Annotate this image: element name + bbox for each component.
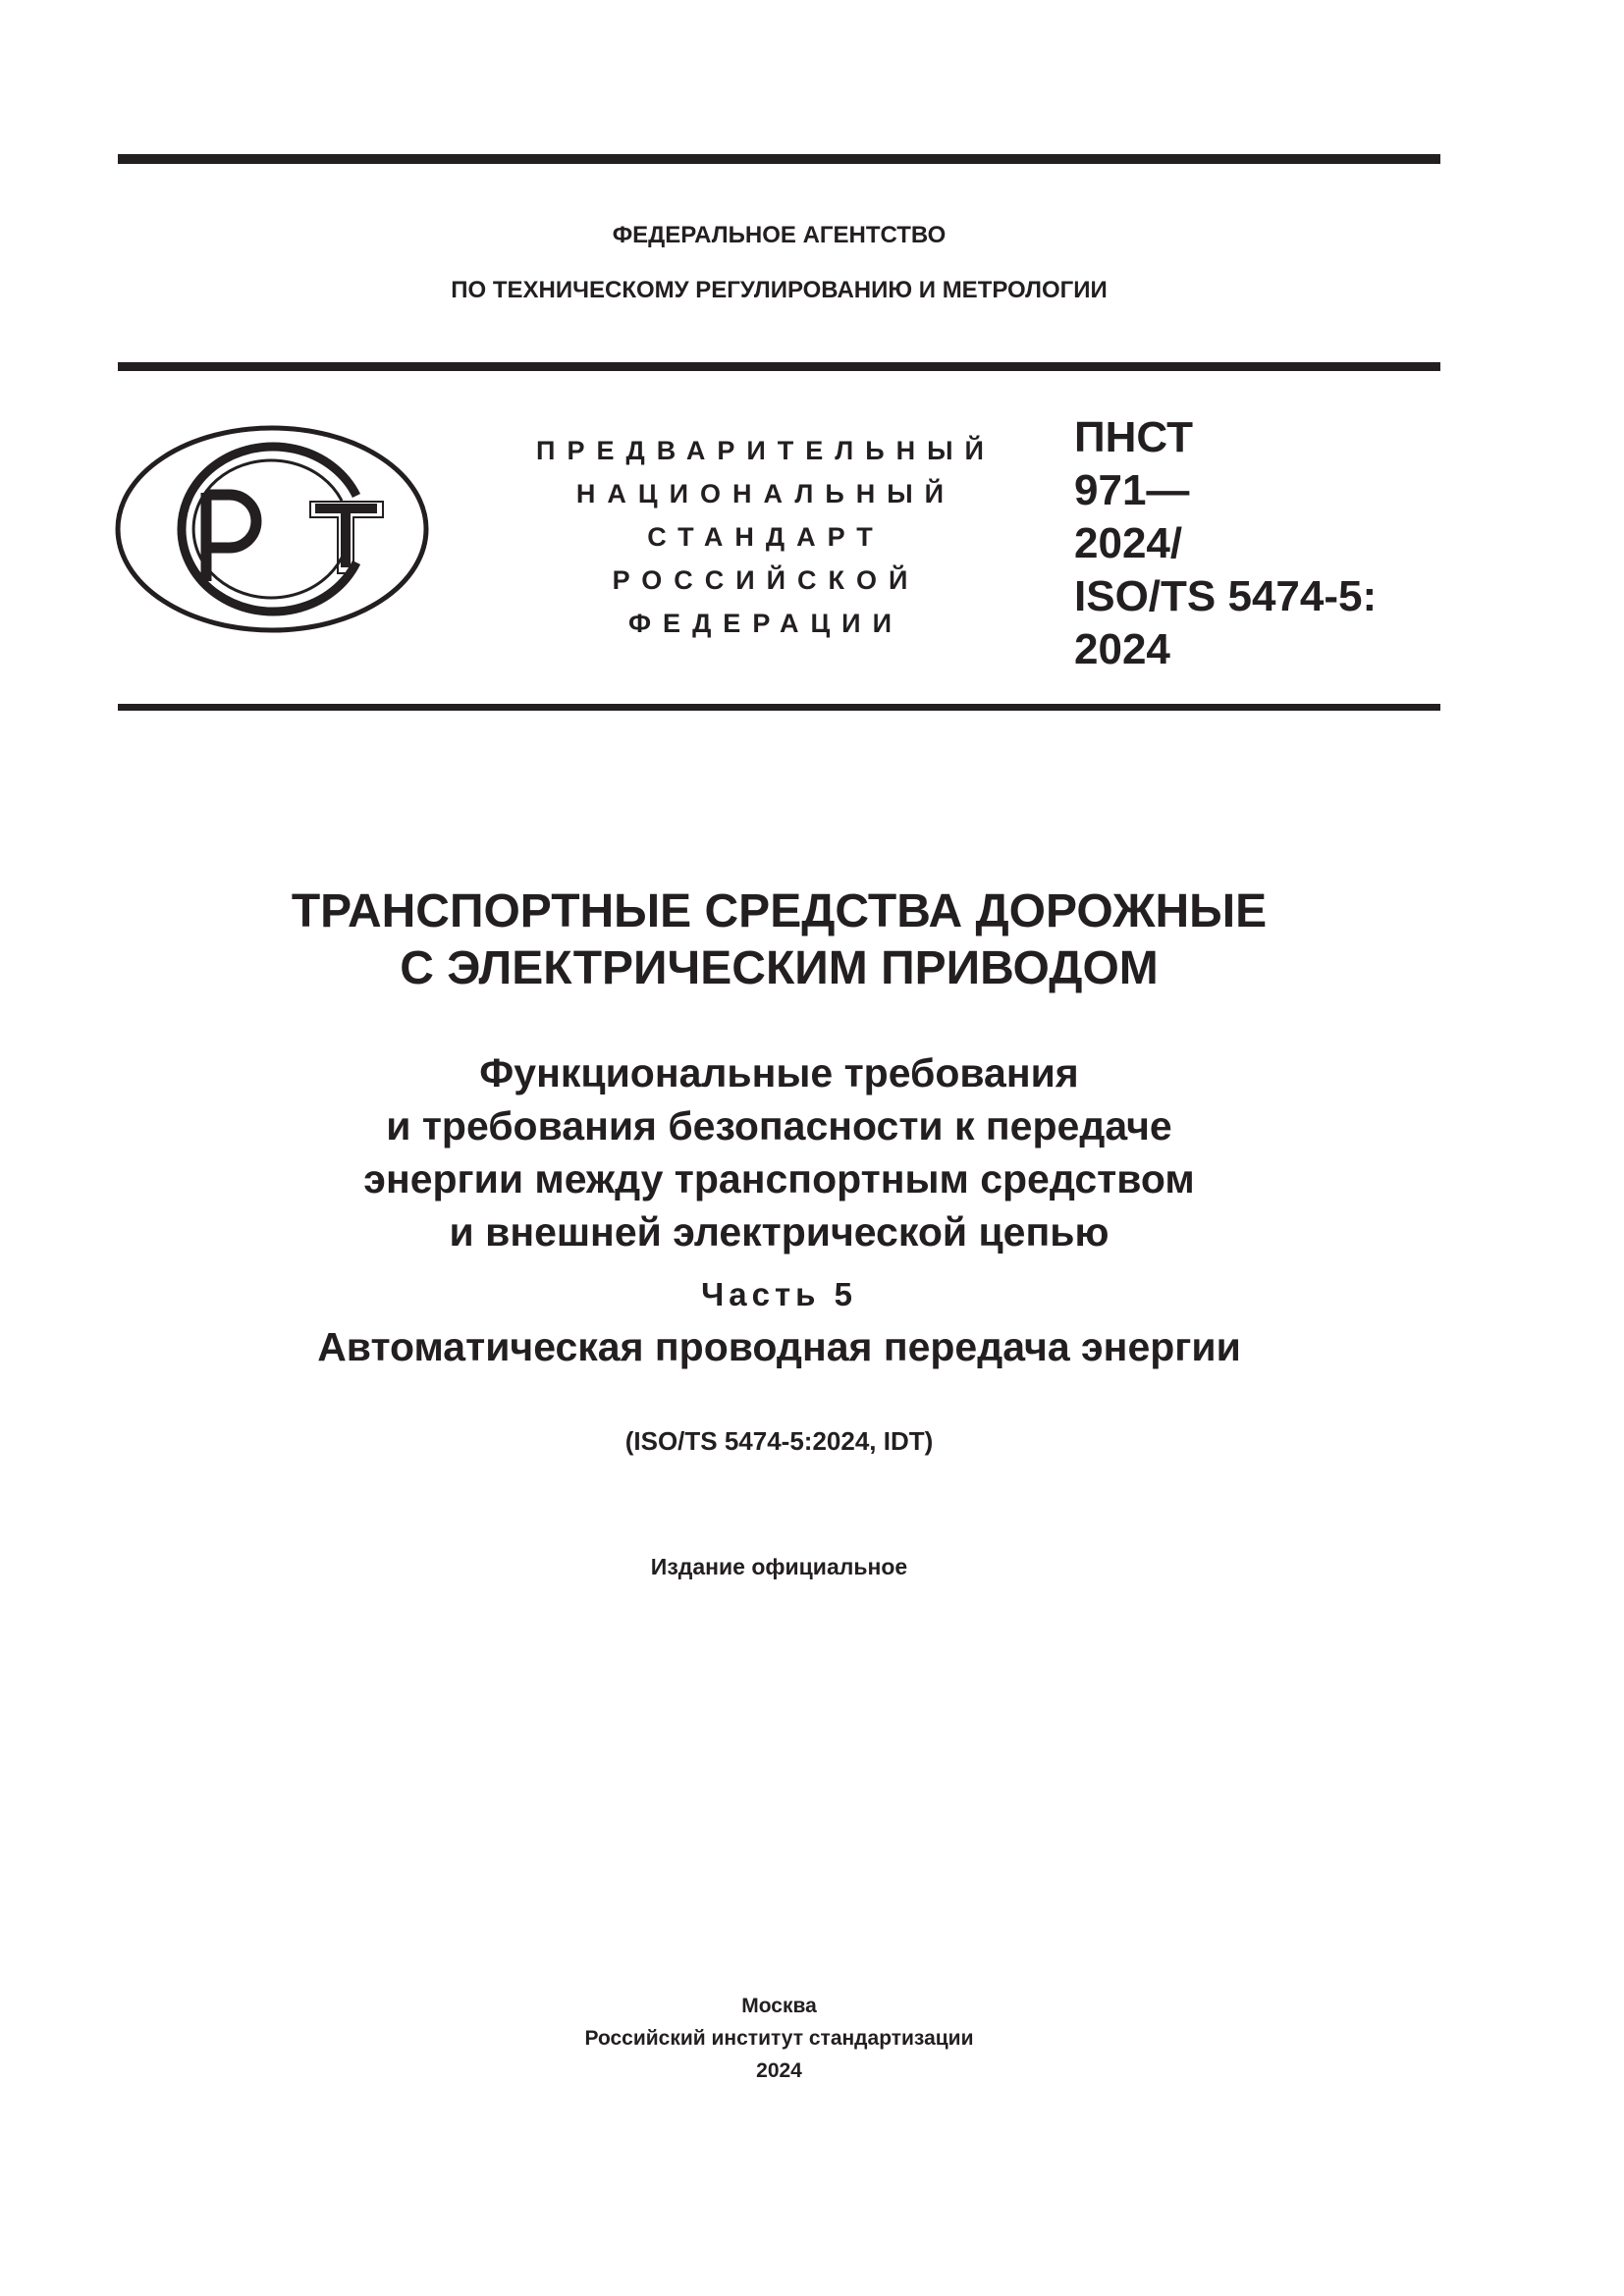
publisher-city: Москва bbox=[741, 1995, 817, 2017]
standard-type-line: СТАНДАРТ bbox=[647, 522, 885, 552]
agency-name-line-1: ФЕДЕРАЛЬНОЕ АГЕНТСТВО bbox=[612, 222, 947, 248]
subtitle-line: и требования безопасности к передаче bbox=[386, 1103, 1172, 1148]
subtitle bbox=[118, 1046, 1440, 1258]
rst-emblem-icon bbox=[114, 424, 430, 634]
standard-number-line: ISO/TS 5474-5: bbox=[1074, 572, 1378, 620]
standard-type-line: ПРЕДВАРИТЕЛЬНЫЙ bbox=[536, 436, 996, 465]
subtitle-line: энергии между транспортным средством bbox=[363, 1156, 1195, 1201]
main-title-line: ТРАНСПОРТНЫЕ СРЕДСТВА ДОРОЖНЫЕ bbox=[291, 885, 1268, 937]
standard-number-line: ПНСТ bbox=[1074, 413, 1193, 461]
top-rule bbox=[118, 154, 1440, 164]
subtitle-line: и внешней электрической цепью bbox=[449, 1209, 1110, 1255]
publisher-name: Российский институт стандартизации bbox=[584, 2027, 974, 2050]
standard-type-line: ФЕДЕРАЦИИ bbox=[628, 609, 903, 638]
identity-note: (ISO/TS 5474-5:2024, IDT) bbox=[624, 1426, 934, 1456]
bottom-rule bbox=[118, 704, 1440, 711]
standard-number-line: 2024/ bbox=[1074, 519, 1183, 567]
middle-rule bbox=[118, 362, 1440, 371]
standard-number-line: 2024 bbox=[1074, 625, 1170, 673]
edition-label: Издание официальное bbox=[650, 1554, 908, 1579]
main-title-line: С ЭЛЕКТРИЧЕСКИМ ПРИВОДОМ bbox=[400, 942, 1159, 994]
agency-name-line-2: ПО ТЕХНИЧЕСКОМУ РЕГУЛИРОВАНИЮ И МЕТРОЛОГИИ bbox=[451, 277, 1108, 303]
publisher-block bbox=[118, 1990, 1440, 2087]
subtitle-line: Функциональные требования bbox=[479, 1050, 1079, 1095]
main-title bbox=[118, 883, 1440, 997]
standard-type-line: РОССИЙСКОЙ bbox=[612, 565, 920, 595]
publisher-year: 2024 bbox=[756, 2059, 802, 2082]
standard-type-block bbox=[511, 429, 1021, 645]
standard-number-block bbox=[1074, 411, 1377, 676]
standard-type-line: НАЦИОНАЛЬНЫЙ bbox=[575, 479, 956, 508]
part-label: Часть 5 bbox=[701, 1276, 857, 1312]
standard-number-line: 971— bbox=[1074, 466, 1190, 514]
part-title: Автоматическая проводная передача энергии bbox=[317, 1324, 1241, 1369]
